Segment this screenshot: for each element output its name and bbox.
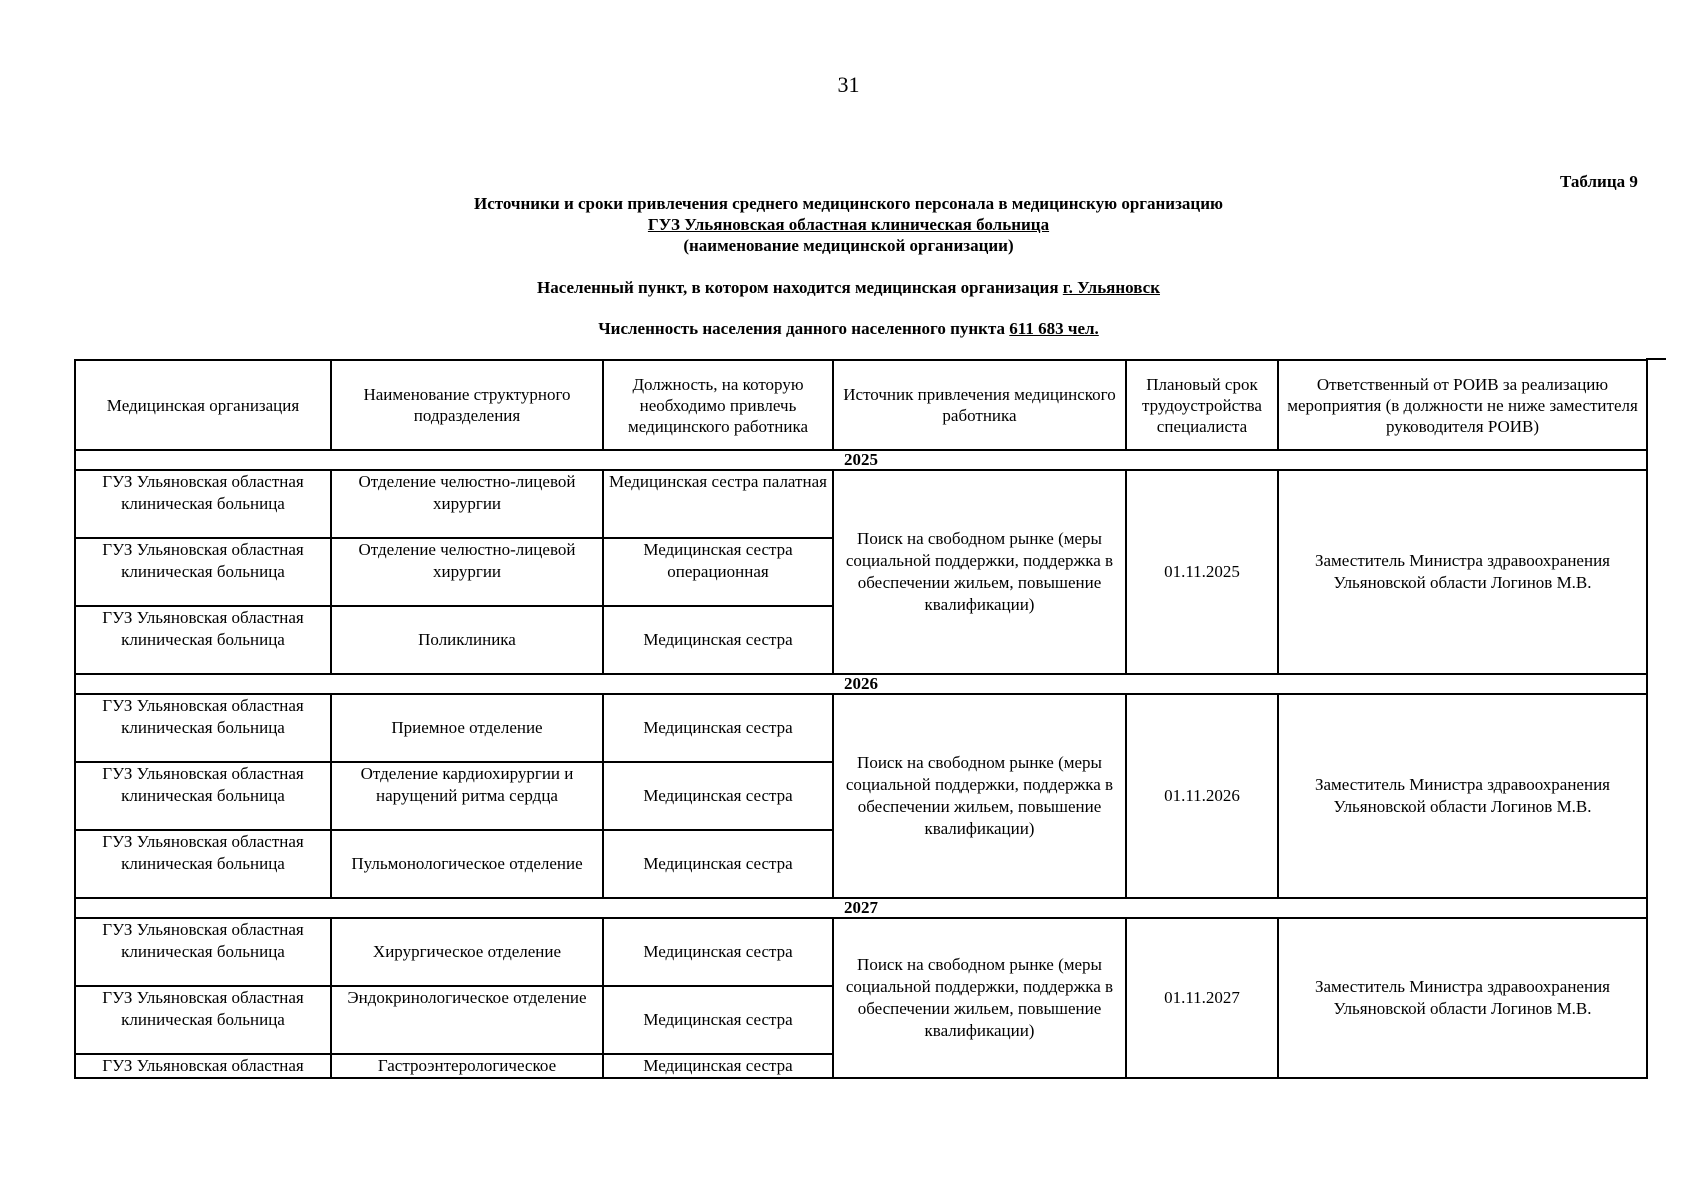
- table-edge-stub: [1646, 358, 1666, 360]
- cell-date: 01.11.2027: [1126, 918, 1278, 1078]
- cell-position: Медицинская сестра: [603, 918, 833, 986]
- year-row-2026: [75, 674, 1647, 694]
- cell-organization: ГУЗ Ульяновская областная клиническая больница: [75, 918, 331, 986]
- cell-position: Медицинская сестра: [603, 830, 833, 898]
- cell-position: Медицинская сестра: [603, 606, 833, 674]
- cell-organization: ГУЗ Ульяновская областная клиническая больница: [75, 470, 331, 538]
- header-organization: Медицинская организация: [75, 360, 331, 450]
- year-label: 2026: [75, 674, 1647, 694]
- header-unit: Наименование структурного подразделения: [331, 360, 603, 450]
- table-caption: Таблица 9: [1560, 172, 1638, 191]
- year-row-2027: [75, 898, 1647, 918]
- page-number: 31: [837, 72, 860, 97]
- organization-name-hint: (наименование медицинской организации): [683, 236, 1014, 255]
- cell-position: Медицинская сестра: [603, 986, 833, 1054]
- cell-unit: Хирургическое отделение: [331, 918, 603, 986]
- cell-source: Поиск на свободном рынке (меры социальной поддержки, поддержка в обеспечении жильем, повышение квалификации): [833, 470, 1126, 674]
- cell-responsible: Заместитель Министра здравоохранения Ульяновской области Логинов М.В.: [1278, 694, 1647, 898]
- cell-unit: Эндокринологическое отделение: [331, 986, 603, 1054]
- cell-source: Поиск на свободном рынке (меры социальной поддержки, поддержка в обеспечении жильем, повышение квалификации): [833, 918, 1126, 1078]
- year-label: 2027: [75, 898, 1647, 918]
- table-row: [75, 470, 1647, 538]
- cell-position: Медицинская сестра: [603, 1054, 833, 1078]
- settlement-label: Населенный пункт, в котором находится медицинская организация: [537, 278, 1059, 297]
- cell-position: Медицинская сестра операционная: [603, 538, 833, 606]
- organization-name: ГУЗ Ульяновская областная клиническая больница: [647, 215, 1050, 234]
- population-label: Численность населения данного населенного пункта: [598, 319, 1006, 338]
- cell-organization: ГУЗ Ульяновская областная клиническая больница: [75, 606, 331, 674]
- cell-date: 01.11.2026: [1126, 694, 1278, 898]
- cell-unit: Отделение челюстно-лицевой хирургии: [331, 470, 603, 538]
- cell-unit: Приемное отделение: [331, 694, 603, 762]
- cell-date: 01.11.2025: [1126, 470, 1278, 674]
- cell-organization: ГУЗ Ульяновская областная клиническая больница: [75, 830, 331, 898]
- cell-source: Поиск на свободном рынке (меры социальной поддержки, поддержка в обеспечении жильем, повышение квалификации): [833, 694, 1126, 898]
- cell-organization: ГУЗ Ульяновская областная клиническая больница: [75, 694, 331, 762]
- population-line: [0, 318, 1697, 339]
- cell-unit: Отделение кардиохирургии и нарущений ритма сердца: [331, 762, 603, 830]
- cell-position: Медицинская сестра палатная: [603, 470, 833, 538]
- header-source: Источник привлечения медицинского работника: [833, 360, 1126, 450]
- settlement-value: г. Ульяновск: [1062, 278, 1160, 297]
- cell-organization: ГУЗ Ульяновская областная клиническая больница: [75, 986, 331, 1054]
- header-responsible: Ответственный от РОИВ за реализацию мероприятия (в должности не ниже заместителя руководителя РОИВ): [1278, 360, 1647, 450]
- cell-position: Медицинская сестра: [603, 762, 833, 830]
- cell-unit: Гастроэнтерологическое: [331, 1054, 603, 1078]
- organization-name-line: [0, 214, 1697, 235]
- cell-organization: ГУЗ Ульяновская областная клиническая больница: [75, 538, 331, 606]
- table-header-row: [75, 360, 1647, 450]
- header-date: Плановый срок трудоустройства специалиста: [1126, 360, 1278, 450]
- settlement-line: [0, 277, 1697, 298]
- cell-responsible: Заместитель Министра здравоохранения Ульяновской области Логинов М.В.: [1278, 918, 1647, 1078]
- year-label: 2025: [75, 450, 1647, 470]
- cell-organization: ГУЗ Ульяновская областная: [75, 1054, 331, 1078]
- cell-position: Медицинская сестра: [603, 694, 833, 762]
- cell-responsible: Заместитель Министра здравоохранения Ульяновской области Логинов М.В.: [1278, 470, 1647, 674]
- header-position: Должность, на которую необходимо привлечь медицинского работника: [603, 360, 833, 450]
- staffing-table: [74, 359, 1648, 1079]
- table-row: [75, 694, 1647, 762]
- cell-unit: Поликлиника: [331, 606, 603, 674]
- year-row-2025: [75, 450, 1647, 470]
- cell-unit: Пульмонологическое отделение: [331, 830, 603, 898]
- document-title: Источники и сроки привлечения среднего медицинского персонала в медицинскую организацию: [473, 194, 1224, 213]
- table-row: [75, 918, 1647, 986]
- cell-organization: ГУЗ Ульяновская областная клиническая больница: [75, 762, 331, 830]
- population-value: 611 683 чел.: [1009, 319, 1099, 338]
- cell-unit: Отделение челюстно-лицевой хирургии: [331, 538, 603, 606]
